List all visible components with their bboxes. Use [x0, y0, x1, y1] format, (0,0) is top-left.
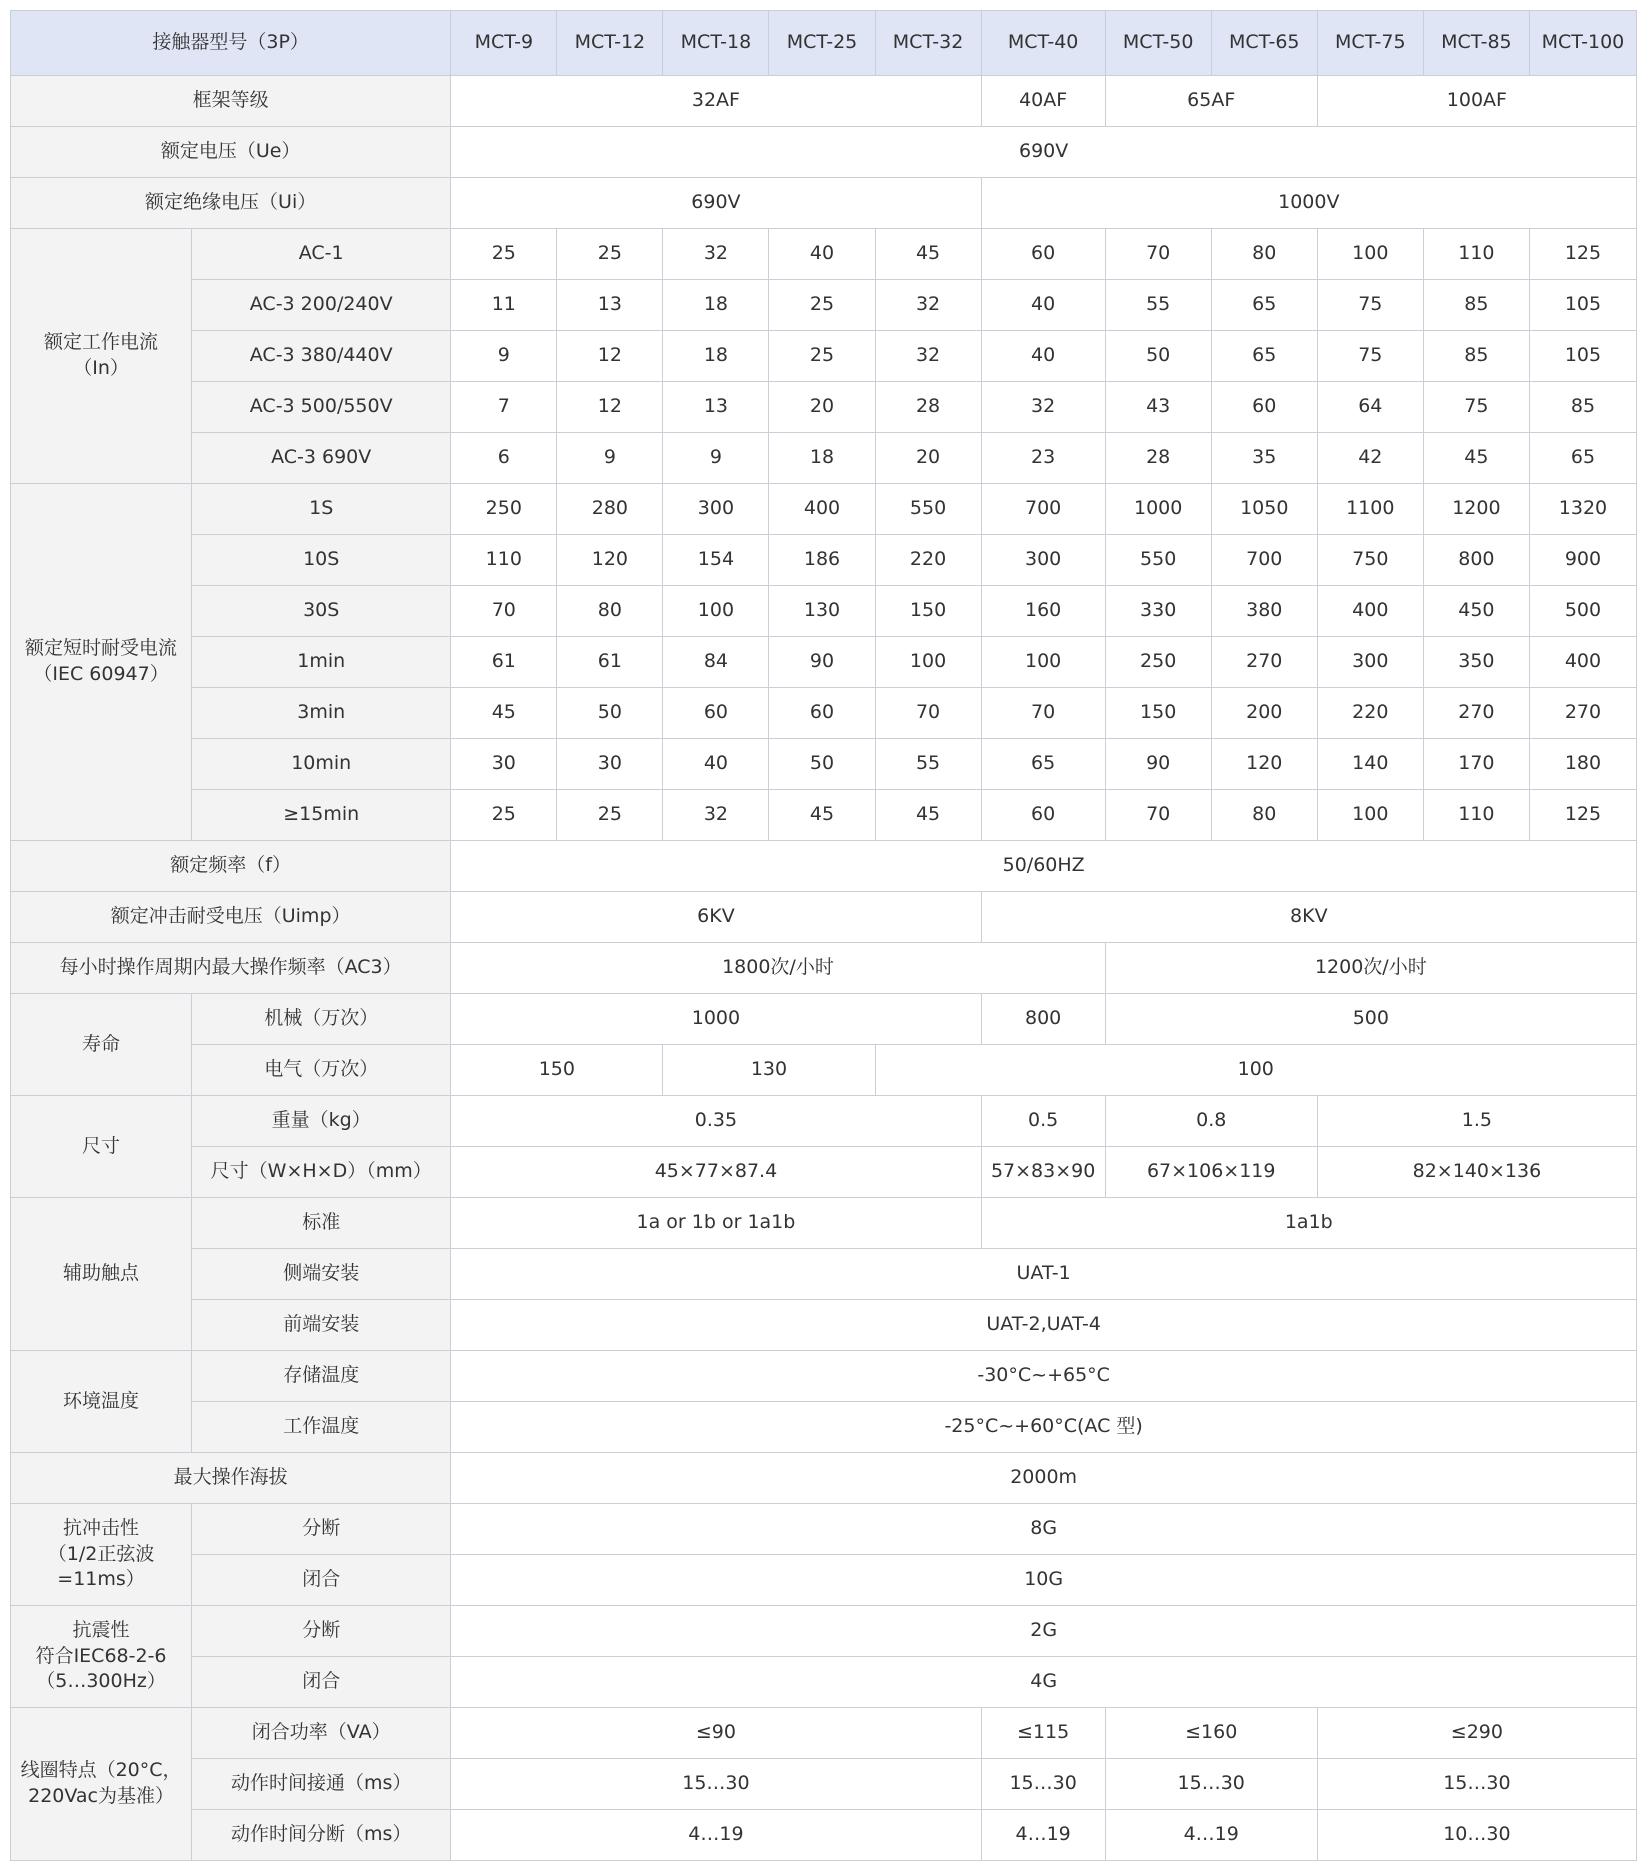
- label-line: =11ms）: [57, 1568, 145, 1591]
- cell: 300: [1317, 637, 1423, 688]
- frame-label: 框架等级: [11, 76, 451, 127]
- label-line: 额定短时耐受电流: [25, 637, 178, 660]
- model-header: MCT-18: [663, 11, 769, 76]
- cell: 500: [1105, 994, 1636, 1045]
- insulation-voltage-row: [11, 178, 1637, 229]
- sub-label: 1S: [192, 484, 451, 535]
- cell: 450: [1423, 586, 1529, 637]
- cell: 65: [1211, 280, 1317, 331]
- cell: 9: [663, 433, 769, 484]
- cell: 25: [769, 280, 875, 331]
- cell: 80: [1211, 790, 1317, 841]
- cell: 30: [451, 739, 557, 790]
- size-row: [11, 1147, 1637, 1198]
- aux-label: 辅助触点: [11, 1198, 192, 1351]
- cell: 100: [1317, 229, 1423, 280]
- shock-label: [11, 1504, 192, 1606]
- coil-row: [11, 1708, 1637, 1759]
- cell: 84: [663, 637, 769, 688]
- life-label: 寿命: [11, 994, 192, 1096]
- label-line: 220Vac为基准）: [28, 1785, 174, 1807]
- cell: 380: [1211, 586, 1317, 637]
- cell: 0.35: [451, 1096, 981, 1147]
- impulse-row: [11, 892, 1637, 943]
- label-line: 抗震性: [72, 1619, 130, 1642]
- operating-current-label: [11, 229, 192, 484]
- sub-label: AC-3 380/440V: [192, 331, 451, 382]
- cell: 4G: [451, 1657, 1637, 1708]
- cell: 13: [663, 382, 769, 433]
- temp-label: 环境温度: [11, 1351, 192, 1453]
- cell: 105: [1529, 280, 1636, 331]
- label-line: 符合IEC68-2-6: [35, 1644, 167, 1667]
- cell: 50: [557, 688, 663, 739]
- cell: 18: [663, 280, 769, 331]
- cell: 270: [1211, 637, 1317, 688]
- cell: 45: [1423, 433, 1529, 484]
- rated-voltage-row: [11, 127, 1637, 178]
- cell: UAT-1: [451, 1249, 1637, 1300]
- label-line: 抗冲击性: [63, 1517, 140, 1540]
- cell: 1100: [1317, 484, 1423, 535]
- cell: 45: [875, 229, 981, 280]
- insulation-voltage-label: 额定绝缘电压（Ui）: [11, 178, 451, 229]
- cell: 32: [981, 382, 1105, 433]
- model-header: MCT-50: [1105, 11, 1211, 76]
- cell: 4…19: [981, 1810, 1105, 1861]
- spec-table-wrapper: [10, 10, 1637, 1861]
- cell: ≤160: [1105, 1708, 1317, 1759]
- cell: 32: [663, 229, 769, 280]
- cell: 25: [769, 331, 875, 382]
- cell: 75: [1317, 280, 1423, 331]
- sub-label: AC-3 690V: [192, 433, 451, 484]
- cell: 43: [1105, 382, 1211, 433]
- sub-label: 机械（万次）: [192, 994, 451, 1045]
- cell: 250: [451, 484, 557, 535]
- cell: 40: [769, 229, 875, 280]
- short-time-row: [11, 688, 1637, 739]
- cell: 100: [875, 1045, 1636, 1096]
- cell: 1320: [1529, 484, 1636, 535]
- sub-label: 10S: [192, 535, 451, 586]
- cell: 70: [1105, 229, 1211, 280]
- frame-row: [11, 76, 1637, 127]
- cell: 0.5: [981, 1096, 1105, 1147]
- cell: 15…30: [1105, 1759, 1317, 1810]
- cell: -30°C~+65°C: [451, 1351, 1637, 1402]
- vibration-row: [11, 1657, 1637, 1708]
- frequency-label: 额定频率（f）: [11, 841, 451, 892]
- cell: 40AF: [981, 76, 1105, 127]
- cell: 0.8: [1105, 1096, 1317, 1147]
- operating-current-row: [11, 433, 1637, 484]
- cell: ≤115: [981, 1708, 1105, 1759]
- cell: 150: [875, 586, 981, 637]
- cell: 220: [1317, 688, 1423, 739]
- short-time-row: [11, 535, 1637, 586]
- model-header: MCT-85: [1423, 11, 1529, 76]
- cell: 550: [875, 484, 981, 535]
- cell: 550: [1105, 535, 1211, 586]
- altitude-row: [11, 1453, 1637, 1504]
- cell: 180: [1529, 739, 1636, 790]
- sub-label: 动作时间分断（ms）: [192, 1810, 451, 1861]
- cell: 23: [981, 433, 1105, 484]
- cell: 1050: [1211, 484, 1317, 535]
- cell: 85: [1423, 331, 1529, 382]
- cell: 35: [1211, 433, 1317, 484]
- operating-current-row: [11, 280, 1637, 331]
- cell: 75: [1423, 382, 1529, 433]
- cell: 110: [1423, 790, 1529, 841]
- cell: 20: [769, 382, 875, 433]
- cell: 4…19: [1105, 1810, 1317, 1861]
- label-line: （5…300Hz）: [36, 1670, 166, 1693]
- cell: 105: [1529, 331, 1636, 382]
- cell: 120: [1211, 739, 1317, 790]
- vibration-row: [11, 1606, 1637, 1657]
- model-header: MCT-12: [557, 11, 663, 76]
- cell: 70: [981, 688, 1105, 739]
- temp-row: [11, 1351, 1637, 1402]
- cell: 130: [769, 586, 875, 637]
- cell: 32AF: [451, 76, 981, 127]
- cell: 25: [451, 790, 557, 841]
- cell: 2G: [451, 1606, 1637, 1657]
- cell: 10…30: [1317, 1810, 1636, 1861]
- label-line: （1/2正弦波: [47, 1542, 155, 1565]
- cell: 9: [557, 433, 663, 484]
- model-header: MCT-9: [451, 11, 557, 76]
- life-row: [11, 1045, 1637, 1096]
- cell: 125: [1529, 229, 1636, 280]
- cell: ≤290: [1317, 1708, 1636, 1759]
- cell: 45: [875, 790, 981, 841]
- sub-label: AC-1: [192, 229, 451, 280]
- sub-label: 动作时间接通（ms）: [192, 1759, 451, 1810]
- cell: 82×140×136: [1317, 1147, 1636, 1198]
- cell: 900: [1529, 535, 1636, 586]
- temp-row: [11, 1402, 1637, 1453]
- short-time-row: [11, 790, 1637, 841]
- label-line: （IEC 60947）: [33, 663, 169, 685]
- cell: 125: [1529, 790, 1636, 841]
- cell: 1000: [1105, 484, 1211, 535]
- operating-current-row: [11, 331, 1637, 382]
- cell: 4…19: [451, 1810, 981, 1861]
- cell: 8KV: [981, 892, 1636, 943]
- cell: 64: [1317, 382, 1423, 433]
- cell: 40: [663, 739, 769, 790]
- cell: 800: [1423, 535, 1529, 586]
- model-header: MCT-75: [1317, 11, 1423, 76]
- cell: 18: [663, 331, 769, 382]
- cell: 80: [1211, 229, 1317, 280]
- cell: 75: [1317, 331, 1423, 382]
- sub-label: 闭合功率（VA）: [192, 1708, 451, 1759]
- cell: 50: [1105, 331, 1211, 382]
- model-header: MCT-32: [875, 11, 981, 76]
- sub-label: 侧端安装: [192, 1249, 451, 1300]
- cell: 60: [981, 229, 1105, 280]
- cell: 65: [981, 739, 1105, 790]
- cell: 50/60HZ: [451, 841, 1637, 892]
- cell: 250: [1105, 637, 1211, 688]
- cell: 270: [1423, 688, 1529, 739]
- cell: 200: [1211, 688, 1317, 739]
- cell: 40: [981, 331, 1105, 382]
- cell: 10G: [451, 1555, 1637, 1606]
- cell: 70: [451, 586, 557, 637]
- short-time-label: [11, 484, 192, 841]
- sub-label: 电气（万次）: [192, 1045, 451, 1096]
- cell: ≤90: [451, 1708, 981, 1759]
- cell: 300: [981, 535, 1105, 586]
- cell: 12: [557, 331, 663, 382]
- cell: 1200次/小时: [1105, 943, 1636, 994]
- cell: 28: [875, 382, 981, 433]
- aux-row: [11, 1249, 1637, 1300]
- cell: 61: [557, 637, 663, 688]
- cell: 45×77×87.4: [451, 1147, 981, 1198]
- cell: 70: [1105, 790, 1211, 841]
- sub-label: 分断: [192, 1504, 451, 1555]
- cell: 7: [451, 382, 557, 433]
- cell: 220: [875, 535, 981, 586]
- label-line: 额定工作电流: [44, 331, 159, 354]
- sub-label: 工作温度: [192, 1402, 451, 1453]
- size-label: 尺寸: [11, 1096, 192, 1198]
- cell: 65AF: [1105, 76, 1317, 127]
- rated-voltage-label: 额定电压（Ue）: [11, 127, 451, 178]
- cell: 45: [451, 688, 557, 739]
- cell: 150: [451, 1045, 663, 1096]
- cell: 85: [1529, 382, 1636, 433]
- cell: 61: [451, 637, 557, 688]
- cell: 57×83×90: [981, 1147, 1105, 1198]
- model-header: MCT-40: [981, 11, 1105, 76]
- cell: 1a1b: [981, 1198, 1636, 1249]
- sub-label: 闭合: [192, 1555, 451, 1606]
- cell: 160: [981, 586, 1105, 637]
- cell: 400: [1529, 637, 1636, 688]
- cell: 186: [769, 535, 875, 586]
- cell: 40: [981, 280, 1105, 331]
- cell: 2000m: [451, 1453, 1637, 1504]
- aux-row: [11, 1198, 1637, 1249]
- coil-row: [11, 1810, 1637, 1861]
- cell: 100: [663, 586, 769, 637]
- frequency-row: [11, 841, 1637, 892]
- cell: 120: [557, 535, 663, 586]
- cell: 65: [1529, 433, 1636, 484]
- cell: 300: [663, 484, 769, 535]
- cell: 110: [1423, 229, 1529, 280]
- cell: 170: [1423, 739, 1529, 790]
- model-header: MCT-100: [1529, 11, 1636, 76]
- sub-label: 尺寸（W×H×D）（mm）: [192, 1147, 451, 1198]
- cell: 15…30: [981, 1759, 1105, 1810]
- cell: 690V: [451, 178, 981, 229]
- cell: 6KV: [451, 892, 981, 943]
- operating-current-row: [11, 382, 1637, 433]
- cell: 1800次/小时: [451, 943, 1105, 994]
- cell: 1000: [451, 994, 981, 1045]
- cell: 15…30: [1317, 1759, 1636, 1810]
- label-line: 线圈特点（20°C，: [20, 1759, 182, 1782]
- cell: 130: [663, 1045, 875, 1096]
- coil-row: [11, 1759, 1637, 1810]
- shock-row: [11, 1555, 1637, 1606]
- op-freq-label: 每小时操作周期内最大操作频率（AC3）: [11, 943, 451, 994]
- cell: 45: [769, 790, 875, 841]
- short-time-row: [11, 637, 1637, 688]
- model-header: MCT-65: [1211, 11, 1317, 76]
- coil-label: [11, 1708, 192, 1861]
- sub-label: 分断: [192, 1606, 451, 1657]
- sub-label: 10min: [192, 739, 451, 790]
- short-time-row: [11, 739, 1637, 790]
- cell: 25: [557, 790, 663, 841]
- short-time-row: [11, 586, 1637, 637]
- cell: 140: [1317, 739, 1423, 790]
- cell: 42: [1317, 433, 1423, 484]
- short-time-row: [11, 484, 1637, 535]
- cell: 9: [451, 331, 557, 382]
- cell: 700: [1211, 535, 1317, 586]
- cell: 60: [769, 688, 875, 739]
- cell: 50: [769, 739, 875, 790]
- cell: 1200: [1423, 484, 1529, 535]
- aux-row: [11, 1300, 1637, 1351]
- cell: 8G: [451, 1504, 1637, 1555]
- sub-label: 30S: [192, 586, 451, 637]
- sub-label: 闭合: [192, 1657, 451, 1708]
- cell: 330: [1105, 586, 1211, 637]
- size-row: [11, 1096, 1637, 1147]
- sub-label: ≥15min: [192, 790, 451, 841]
- sub-label: AC-3 500/550V: [192, 382, 451, 433]
- cell: 100: [1317, 790, 1423, 841]
- cell: 80: [557, 586, 663, 637]
- cell: 70: [875, 688, 981, 739]
- label-line: （In）: [73, 357, 129, 379]
- sub-label: 前端安装: [192, 1300, 451, 1351]
- cell: 30: [557, 739, 663, 790]
- sub-label: 3min: [192, 688, 451, 739]
- cell: 270: [1529, 688, 1636, 739]
- cell: 55: [875, 739, 981, 790]
- cell: -25°C~+60°C(AC 型): [451, 1402, 1637, 1453]
- cell: 90: [1105, 739, 1211, 790]
- sub-label: 1min: [192, 637, 451, 688]
- cell: 690V: [451, 127, 1637, 178]
- cell: 11: [451, 280, 557, 331]
- cell: 12: [557, 382, 663, 433]
- cell: 18: [769, 433, 875, 484]
- cell: 28: [1105, 433, 1211, 484]
- cell: 700: [981, 484, 1105, 535]
- cell: 20: [875, 433, 981, 484]
- header-title: 接触器型号（3P）: [11, 11, 451, 76]
- cell: 110: [451, 535, 557, 586]
- cell: 800: [981, 994, 1105, 1045]
- impulse-label: 额定冲击耐受电压（Uimp）: [11, 892, 451, 943]
- cell: 32: [663, 790, 769, 841]
- cell: 100: [981, 637, 1105, 688]
- cell: 150: [1105, 688, 1211, 739]
- sub-label: 重量（kg）: [192, 1096, 451, 1147]
- cell: 750: [1317, 535, 1423, 586]
- cell: 32: [875, 280, 981, 331]
- model-header: MCT-25: [769, 11, 875, 76]
- altitude-label: 最大操作海拔: [11, 1453, 451, 1504]
- cell: 100: [875, 637, 981, 688]
- cell: 85: [1423, 280, 1529, 331]
- cell: 500: [1529, 586, 1636, 637]
- cell: 60: [1211, 382, 1317, 433]
- cell: 280: [557, 484, 663, 535]
- contactor-spec-table: [10, 10, 1637, 1861]
- cell: 25: [557, 229, 663, 280]
- vibration-label: [11, 1606, 192, 1708]
- sub-label: AC-3 200/240V: [192, 280, 451, 331]
- cell: 60: [981, 790, 1105, 841]
- life-row: [11, 994, 1637, 1045]
- cell: 154: [663, 535, 769, 586]
- cell: UAT-2,UAT-4: [451, 1300, 1637, 1351]
- sub-label: 标准: [192, 1198, 451, 1249]
- cell: 60: [663, 688, 769, 739]
- cell: 25: [451, 229, 557, 280]
- shock-row: [11, 1504, 1637, 1555]
- cell: 55: [1105, 280, 1211, 331]
- cell: 13: [557, 280, 663, 331]
- cell: 100AF: [1317, 76, 1636, 127]
- sub-label: 存储温度: [192, 1351, 451, 1402]
- cell: 1000V: [981, 178, 1636, 229]
- cell: 350: [1423, 637, 1529, 688]
- cell: 1a or 1b or 1a1b: [451, 1198, 981, 1249]
- operating-current-row: [11, 229, 1637, 280]
- cell: 400: [769, 484, 875, 535]
- header-row: [11, 11, 1637, 76]
- cell: 6: [451, 433, 557, 484]
- cell: 67×106×119: [1105, 1147, 1317, 1198]
- cell: 32: [875, 331, 981, 382]
- cell: 400: [1317, 586, 1423, 637]
- cell: 65: [1211, 331, 1317, 382]
- cell: 90: [769, 637, 875, 688]
- op-freq-row: [11, 943, 1637, 994]
- cell: 1.5: [1317, 1096, 1636, 1147]
- cell: 15…30: [451, 1759, 981, 1810]
